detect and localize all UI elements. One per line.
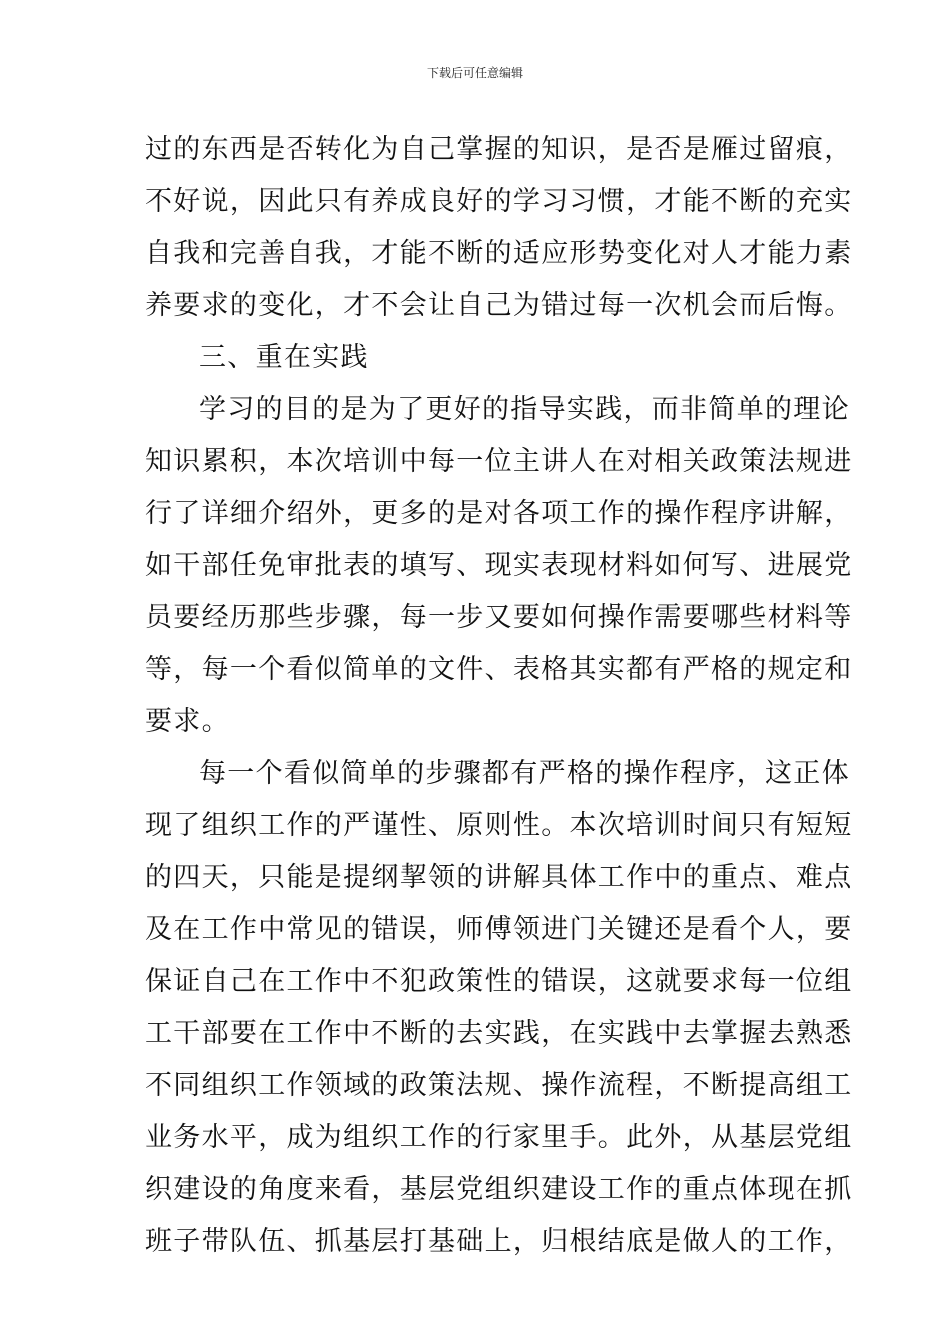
text-line: 员要经历那些步骤，每一步又要如何操作需要哪些材料等 — [145, 602, 853, 633]
text-line: 不同组织工作领域的政策法规、操作流程，不断提高组工 — [145, 1070, 853, 1101]
text-line: 工干部要在工作中不断的去实践，在实践中去掌握去熟悉 — [145, 1018, 853, 1049]
text-line: 要求。 — [145, 706, 230, 737]
page-header-note: 下载后可任意编辑 — [426, 66, 523, 80]
text-line: 过的东西是否转化为自己掌握的知识，是否是雁过留痕， — [145, 134, 853, 165]
section-heading: 三、重在实践 — [199, 342, 369, 373]
text-line: 等，每一个看似简单的文件、表格其实都有严格的规定和 — [145, 654, 853, 685]
text-line: 织建设的角度来看，基层党组织建设工作的重点体现在抓 — [145, 1174, 853, 1205]
text-line: 的四天，只能是提纲挈领的讲解具体工作中的重点、难点 — [145, 862, 853, 893]
text-line: 自我和完善自我，才能不断的适应形势变化对人才能力素 — [145, 238, 853, 269]
text-line: 如干部任免审批表的填写、现实表现材料如何写、进展党 — [145, 550, 853, 581]
text-line: 现了组织工作的严谨性、原则性。本次培训时间只有短短 — [145, 810, 853, 841]
text-line: 每一个看似简单的步骤都有严格的操作程序，这正体 — [199, 758, 850, 789]
text-line: 行了详细介绍外，更多的是对各项工作的操作程序讲解， — [145, 498, 853, 529]
text-line: 班子带队伍、抓基层打基础上，归根结底是做人的工作， — [145, 1226, 853, 1257]
body-text — [145, 124, 853, 1268]
text-line: 及在工作中常见的错误，师傅领进门关键还是看个人，要 — [145, 914, 853, 945]
text-line: 学习的目的是为了更好的指导实践，而非简单的理论 — [199, 394, 850, 425]
text-line: 养要求的变化，才不会让自己为错过每一次机会而后悔。 — [145, 290, 853, 321]
text-line: 不好说，因此只有养成良好的学习习惯，才能不断的充实 — [145, 186, 853, 217]
text-line: 业务水平，成为组织工作的行家里手。此外，从基层党组 — [145, 1122, 853, 1153]
text-line: 保证自己在工作中不犯政策性的错误，这就要求每一位组 — [145, 966, 853, 997]
text-line: 知识累积，本次培训中每一位主讲人在对相关政策法规进 — [145, 446, 853, 477]
